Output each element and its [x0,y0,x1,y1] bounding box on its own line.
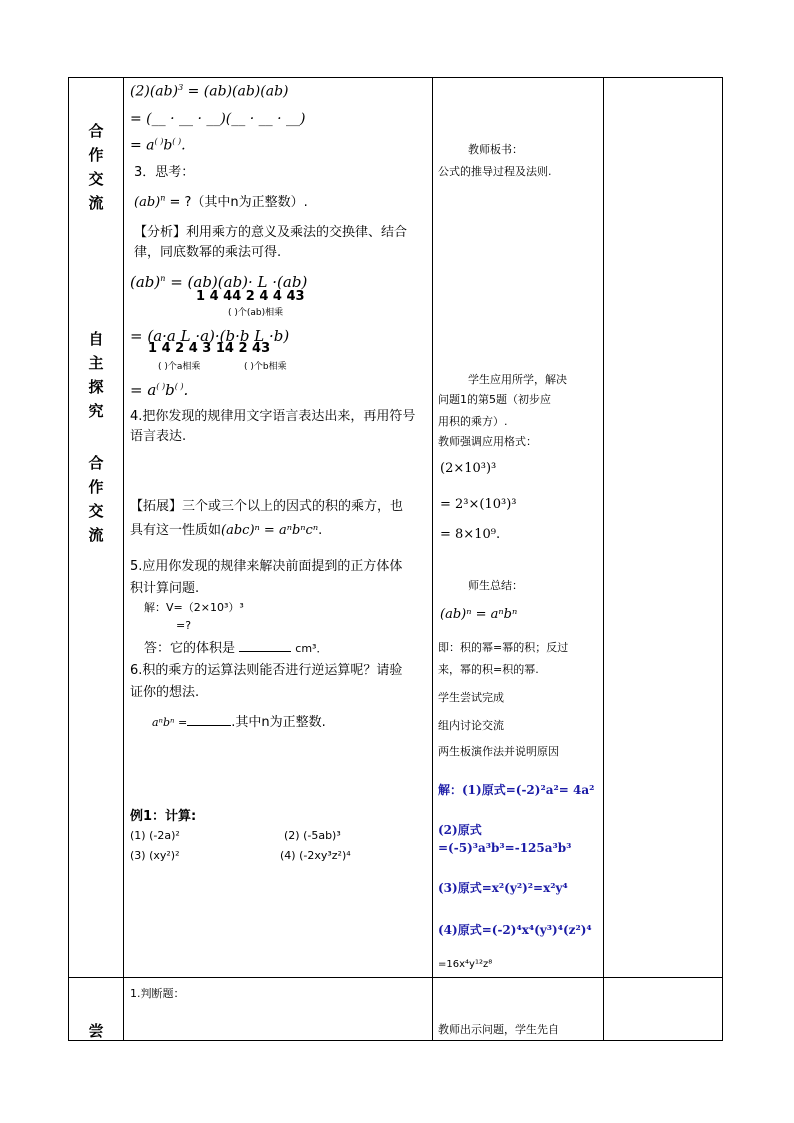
rule-formula: (ab)ⁿ = aⁿbⁿ [440,607,518,622]
answer-line: 答：它的体积是 cm³． [144,641,328,656]
solution-line-2: =? [176,619,192,632]
apply-line-1: 学生应用所学，解决 [468,373,567,386]
item-6-line-1: 6.积的乘方的运算法则能否进行逆运算呢？请验 [130,663,403,678]
try-line-1: 学生尝试完成 [438,691,504,704]
eq-line-1: (2)(ab)$^3$ = (ab)(ab)(ab) [130,83,289,100]
inverse-formula: aⁿbⁿ = .其中n为正整数. [152,715,326,730]
solution-3: (3)原式=x²(y²)²=x²y⁴ [438,881,568,895]
derivation-2-brace: 1 4 2 4 3 14 2 43 [148,341,271,356]
row-divider [68,977,723,978]
col-border-4 [722,77,723,1041]
item-5-line-1: 5.应用你发现的规律来解决前面提到的正方体体 [130,559,403,574]
derivation-3: = a( )b( ). [130,381,189,399]
try-line-2: 组内讨论交流 [438,719,504,732]
table-top-border [68,77,723,78]
example-title: 例1：计算: [130,809,197,824]
apply-formula-1: (2×10³)³ [440,461,497,476]
lesson-table [68,77,723,1041]
example-2: (2) (-5ab)³ [284,829,341,842]
item-5-line-2: 积计算问题. [130,581,200,596]
apply-line-3: 用积的乘方）. [438,415,508,428]
derivation-2: = (a·a L ·a)·(b·b L ·b) [130,327,290,345]
solution-1: 解：(1)原式=(-2)²a²= 4a² [438,783,595,797]
example-4: (4) (-2xy³z²)⁴ [280,849,351,862]
analysis-text: 【分析】利用乘方的意义及乘法的交换律、结合律，同底数幂的乘法可得. [134,225,408,260]
board-label: 教师板书： [468,143,523,156]
question-formula: (ab)$^n$ = ?（其中n为正整数）. [134,193,308,210]
section-label-cooperate: 合 作 交 流 [88,122,104,212]
section-label-try: 尝 [88,1022,104,1040]
derivation-1: (ab)$^n$ = (ab)(ab)· L ·(ab) [130,273,308,291]
solution-4-result: =16x⁴y¹²z⁸ [438,959,493,970]
solution-line-1: 解：V=（2×10³）³ [144,601,244,614]
section-label-cooperate-2: 合 作 交 流 [88,454,104,544]
solution-4: (4)原式=(-2)⁴x⁴(y³)⁴(z²)⁴ [438,923,592,937]
solution-2: =(-5)³a³b³=-125a³b³ [438,841,572,855]
derivation-1-brace: 1 4 44 2 4 4 43 [196,289,305,304]
try-line-3: 两生板演作法并说明原因 [438,745,559,758]
think-label: 3．思考： [134,165,195,180]
eq-line-2: = (__ · __ · __)(__ · __ · __) [130,111,306,127]
solution-2-label: (2)原式 [438,823,482,837]
col-border-2 [432,77,433,1041]
col-border-3 [603,77,604,1041]
board-text: 公式的推导过程及法则. [438,165,552,178]
section-label-explore: 自 主 探 究 [88,330,104,420]
expand-line-1: 【拓展】三个或三个以上的因式的积的乘方，也 [130,499,404,514]
col-border-0 [68,77,69,1041]
rule-text-1: 即：积的幂=幂的积；反过 [438,641,569,654]
apply-line-4: 教师强调应用格式： [438,435,537,448]
derivation-2-note-a: ( )个a相乘 [158,362,201,372]
apply-formula-3: = 8×10⁹. [440,527,501,542]
rule-text-2: 来，幂的积=积的幂. [438,663,539,676]
eq-line-3: = a( )b( ). [130,137,186,154]
apply-formula-2: = 2³×(10³)³ [440,497,517,512]
table-bottom-border [68,1040,723,1041]
derivation-2-note-b: ( )个b相乘 [244,362,287,372]
apply-line-2: 问题1的第5题（初步应 [438,393,551,406]
item-4: 4.把你发现的规律用文字语言表达出来，再用符号语言表达. [130,409,416,444]
item-6-line-2: 证你的想法. [130,685,200,700]
last-row-note: 教师出示问题，学生先自 [438,1023,559,1036]
derivation-1-note: ( )个(ab)相乘 [228,308,284,318]
example-3: (3) (xy²)² [130,849,180,862]
judge-question: 1.判断题： [130,987,185,1000]
summary-label: 师生总结： [468,579,523,592]
example-1: (1) (-2a)² [130,829,180,842]
expand-line-2: 具有这一性质如(abc)ⁿ = aⁿbⁿcⁿ. [130,523,323,538]
col-border-1 [123,77,124,1041]
